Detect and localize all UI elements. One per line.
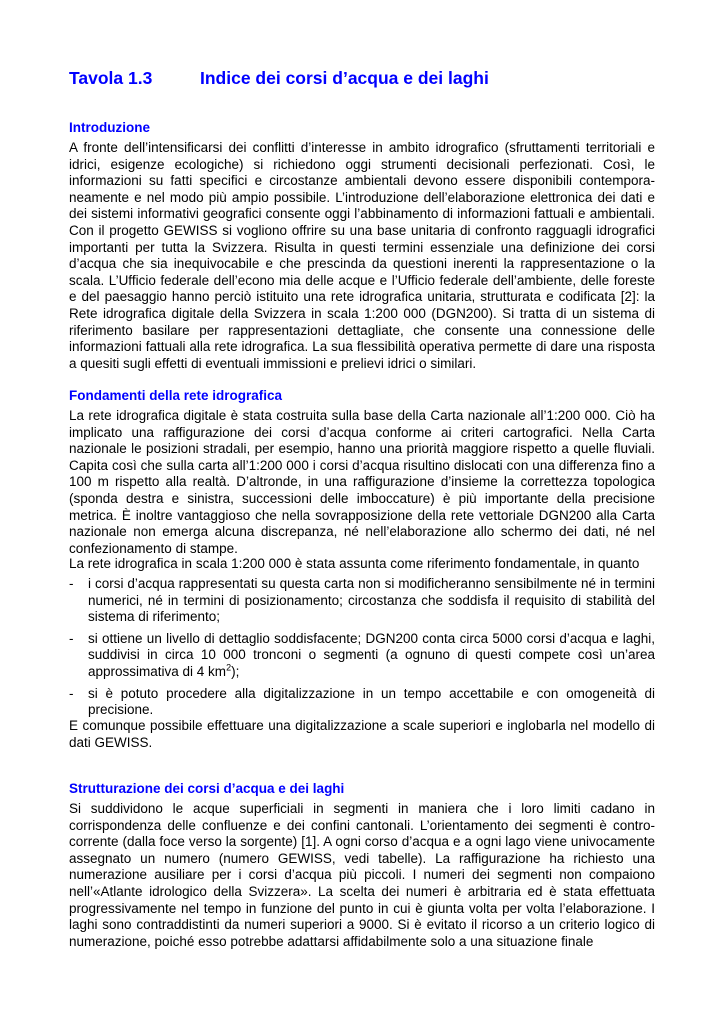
heading-introduzione: Introduzione xyxy=(69,120,150,135)
paragraph-strutturazione: Si suddividono le acque superficiali in segmenti in maniera che i loro limiti cadano in corrispondenza delle confluenze e dei confini cantonali. L’orientamento dei segmenti è controcorrente (dalla foce verso la sorgente) [1]. A ogni corso d’acqua e a ogni lago viene univocamente assegnato un numero (numero GEWISS, vedi tabelle). La raffigurazione ha richiesto una numerazione ausiliare per i corsi d’acqua più piccoli. I numeri dei segmenti non compaiono nell’«Atlante idrologico della Svizzera». La scelta dei numeri è arbitraria ed è stata effettuata progressivamente nel tempo in funzione del punto in cui è giunta volta per volta l’elaborazione. I laghi sono contraddistinti da numeri superiori a 9000. Si è evitato il ricorso a un criterio logico di numerazione, poiché esso potrebbe adattarsi affidabilmente solo a una situazione finale xyxy=(69,801,655,949)
heading-strutturazione: Strutturazione dei corsi d’acqua e dei laghi xyxy=(69,781,345,796)
heading-fondamenti: Fondamenti della rete idrografica xyxy=(69,388,283,403)
dash-bullet: - xyxy=(69,685,74,701)
document-title xyxy=(69,68,655,92)
table-number: Tavola 1.3 xyxy=(69,68,153,88)
list-item-text: i corsi d’acqua rappresentati su questa carta non si modificheranno sensibilmente né in termini numerici, né in termini di posizionamento; circostanza che soddisfa il requisito di stabilità del sistema di riferimento; xyxy=(88,576,655,625)
list-item-text: si ottiene un livello di dettaglio soddisfacente; DGN200 conta circa 5000 corsi d’acqua e laghi, suddivisi in circa 10 000 tronconi o segmenti (a ognuno di questi compete così un’area approssimativa di 4 km xyxy=(88,630,655,679)
paragraph-fondamenti-2: La rete idrografica in scala 1:200 000 è stata assunta come riferimento fondamentale, in quanto xyxy=(69,556,640,571)
paragraph-introduzione: A fronte dell’intensificarsi dei conflitti d’interesse in ambito idrografico (sfruttamenti territoriali e idrici, esigenze ecologiche) si richiedono oggi strumenti decisionali perfezionati. Così, le informazioni su fatti specifici e circostanze ambientali devono essere disponibili contemporaneamente e nel modo più ampio possibile. L’introduzione dell’elaborazione elettronica dei dati e dei sistemi informativi geografici consente oggi l’abbinamento di informazioni fattuali e ambientali. Con il progetto GEWISS si vogliono offrire su una base unitaria di confronto ragguagli idrografici importanti per tutta la Svizzera. Risulta in questi termini essenziale una definizione dei corsi d’acqua che sia inequivocabile e che prescinda da questioni inerenti la rappresentazione o la scala. L’Ufficio federale dell’econo mia delle acque e l’Ufficio federale dell’ambiente, delle foreste e del paesaggio hanno perciò istituito una rete idrografica unitaria, strutturata e codificata [2]: la Rete idrografica digitale della Svizzera in scala 1:200 000 (DGN200). Si tratta di un sistema di riferimento basilare per rappresentazioni dettagliate, che consente una connessione delle informazioni fattuali alla rete idrografica. La sua flessibilità operativa permette di dare una risposta a quesiti sugli effetti di eventuali immissioni e prelievi idrici o similari. xyxy=(69,140,655,371)
paragraph-fondamenti-3: E comunque possibile effettuare una digitalizzazione a scale superiori e inglobarla nel modello di dati GEWISS. xyxy=(69,718,655,750)
list-item xyxy=(69,576,655,626)
dash-bullet: - xyxy=(69,576,74,591)
list-item xyxy=(69,686,655,719)
dash-bullet: - xyxy=(69,630,74,646)
list-item-text: si è potuto procedere alla digitalizzazione in un tempo accettabile e con omogeneità di precisione. xyxy=(88,685,655,718)
title-text: Indice dei corsi d’acqua e dei laghi xyxy=(200,68,489,88)
list-criteri xyxy=(69,576,655,724)
list-item-tail: ); xyxy=(231,663,240,679)
list-item xyxy=(69,631,655,681)
superscript: 2 xyxy=(226,662,232,673)
paragraph-fondamenti-1: La rete idrografica digitale è stata costruita sulla base della Carta nazionale all’1:200 000. Ciò ha implicato una raffigurazione dei corsi d’acqua conforme ai criteri cartografici. Nella Carta nazionale le posizioni stradali, per esempio, hanno una priorità maggiore rispetto a quelle fluviali. Capita così che sulla carta all’1:200 000 i corsi d’acqua risultino dislocati con una differenza fino a 100 m rispetto alla realtà. D’altronde, in una raffigurazione d’insieme la correttezza topologica (sponda destra e sinistra, successioni delle imboccature) è più importante della precisione metrica. È inoltre vantaggioso che nella sovrapposizione della rete vettoriale DGN200 alla Carta nazionale non emerga alcuna discrepanza, né nell’elaborazione allo schermo dei dati, né nel confezionamento di stampe. xyxy=(69,408,655,556)
